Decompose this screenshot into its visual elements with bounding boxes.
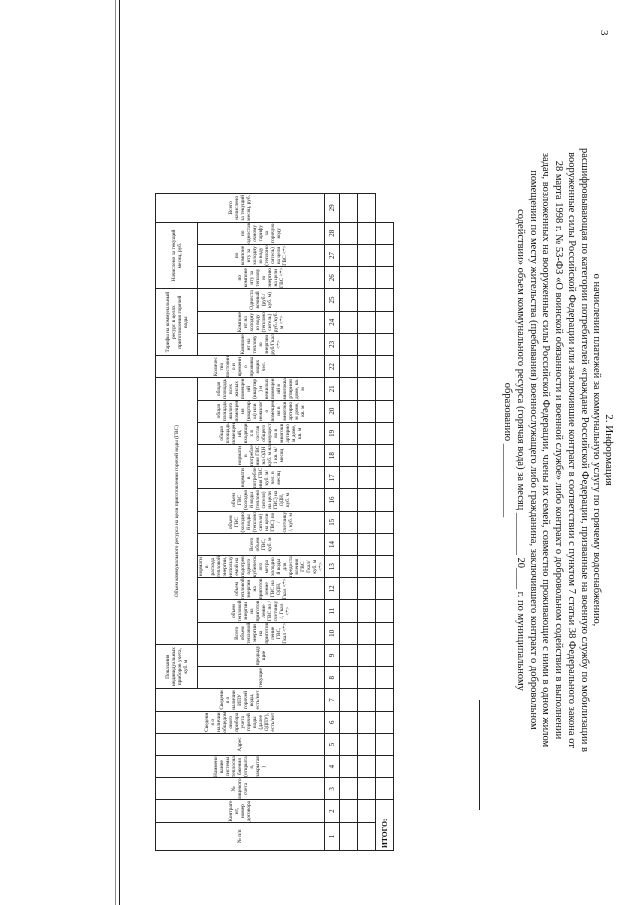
col-header-account: № лицевого счета bbox=[156, 778, 325, 800]
header-line-6: помещении по месту жительства (пребывания) военнослужащего либо гражданина, заключившего контракт о добровольном bbox=[527, 170, 539, 730]
group-header-tariff: Тарифы на коммунальный ресурс в целях приготовления горячей воды bbox=[156, 289, 198, 356]
header-line-2: расшифровывающая по категории потребителей «граждане Российской Федерации, призванные на военную службу по мобилизации в bbox=[578, 147, 590, 753]
column-number: 1 bbox=[325, 822, 340, 850]
column-number: 12 bbox=[325, 578, 340, 600]
col-header-volume-5: Всего объем ГВС, куб. м bbox=[198, 533, 325, 555]
col-header-volume-7: объем ГВС (холодной воды (теплоносителя) на цели ГВС) на ОДН, куб. м bbox=[198, 489, 325, 511]
col-header-ipu-current: текущие bbox=[198, 667, 325, 689]
column-number: 24 bbox=[325, 311, 340, 333]
col-header-contractor: Контрагент, номер договора bbox=[156, 800, 325, 822]
col-header-system: Наименование системы теплоснабжения (открытая, закрытая) bbox=[156, 756, 325, 778]
document-header bbox=[501, 130, 615, 770]
column-number: 11 bbox=[325, 600, 340, 622]
column-number: 16 bbox=[325, 489, 340, 511]
column-number: 5 bbox=[325, 733, 340, 755]
col-header-tariff-water: Компонент на холодную воду (теплоноситель) руб./куб. м <*> bbox=[198, 311, 325, 333]
col-header-volume-3: объем тепловой энергии на приготовление ГВС на ОДН, Гкал <*> bbox=[198, 578, 325, 600]
col-header-ipu-previous: предыдущие bbox=[198, 644, 325, 666]
column-number: 25 bbox=[325, 289, 340, 311]
column-number: 15 bbox=[325, 511, 340, 533]
col-header-tariff-heat: Компонент на тепловую энергию руб/Гкал <*> bbox=[198, 333, 325, 355]
column-number: 9 bbox=[325, 644, 340, 666]
column-number: 6 bbox=[325, 711, 340, 733]
column-number: 20 bbox=[325, 400, 340, 422]
col-header-volume-6: объем ГВС (холодной воды (теплоносителя) на цели ГВС) по /счетчику/, куб. м bbox=[198, 511, 325, 533]
column-number-row bbox=[325, 194, 340, 851]
column-number: 28 bbox=[325, 222, 340, 244]
column-number: 23 bbox=[325, 333, 340, 355]
col-header-volume-8: норматив потребления ГВС куб. м/чел. в месяц bbox=[198, 467, 325, 489]
col-header-odpu: Сведения о наличии общедомового прибора учета горячей воды (далее ОДПУ), есть/нет bbox=[156, 711, 325, 733]
column-number: 10 bbox=[325, 622, 340, 644]
total-row bbox=[376, 194, 394, 851]
col-header-charged-heat: по компоненту за тепловую энергию на цели ГВС <*> bbox=[198, 267, 325, 289]
column-number: 19 bbox=[325, 422, 340, 444]
column-number: 27 bbox=[325, 244, 340, 266]
col-header-volume-11: общая площадь жилого помещения (квартиры) или нежилого помещения в многоквартирном доме, кв. м bbox=[198, 400, 325, 422]
col-header-volume-1: Всего объем тепловой энергии на приготовление ГВС, Гкал <*> bbox=[198, 622, 325, 644]
group-header-charged: Начислено за текущий месяц, руб. bbox=[156, 222, 198, 289]
column-number: 17 bbox=[325, 467, 340, 489]
col-header-volume-2: объем тепловой энергии на приготовление ГВС по /счетчику/, Гкал <*> bbox=[198, 600, 325, 622]
col-header-volume-9: норматив потребления ГВС на ОДН куб. м на 1 кв. м/месяц bbox=[198, 444, 325, 466]
header-line-7: содействии» объем коммунального ресурса (горячая вода) за месяц ________ 20____ г. по муниципальному bbox=[515, 209, 527, 691]
col-header-total-charged: Всего начислено за текущий месяц, руб. bbox=[156, 194, 325, 223]
group-header-ipu-readings: Показания индивидуальных приборов учета, куб. м bbox=[156, 644, 198, 688]
table-row bbox=[340, 194, 358, 851]
column-number: 13 bbox=[325, 556, 340, 578]
col-header-volume-10: общая площадь помещений, входящих в состав общего имущества в многоквартирном доме, кв. м bbox=[198, 422, 325, 444]
column-number: 7 bbox=[325, 689, 340, 711]
col-header-volume-4: норматив расхода тепловой энергии, используемой на подогрев одного кубического метра холодной воды для предоставления ГВС Гкал/куб. м <*> bbox=[198, 556, 324, 578]
col-header-address: Адрес bbox=[156, 733, 325, 755]
table-row bbox=[358, 194, 376, 851]
col-header-volume-12: общая площадь всех жилых помещений (квартир) и нежилых помещений в многоквартирном доме, кв. м bbox=[198, 378, 325, 400]
signature-line bbox=[479, 700, 480, 810]
col-header-num: № п/п bbox=[156, 822, 325, 850]
page-number: 3 bbox=[598, 30, 610, 36]
column-number: 14 bbox=[325, 533, 340, 555]
column-number: 4 bbox=[325, 756, 340, 778]
col-header-tariff-single: Одноставочный (руб./куб. м) bbox=[198, 289, 325, 311]
header-line-1: о начислении платежей за коммунальную услугу по горячему водоснабжению, bbox=[591, 273, 603, 627]
col-header-charged-water: по компоненту за холодную воду (теплоноситель) на цели ГВС <*> bbox=[198, 244, 325, 266]
footer-rule bbox=[119, 0, 120, 905]
footer-rule-2 bbox=[115, 0, 116, 905]
report-table-wrap bbox=[155, 193, 435, 851]
header-line-4: 28 марта 1998 г. № 53-ФЗ «О воинской обязанности и военной службе» либо контракт о добровольном содействии в выполнении bbox=[553, 160, 565, 740]
col-header-charged-single: по одноставочному тарифу за горячую воду bbox=[198, 222, 325, 244]
col-header-ipu: Сведения о наличии ИПУ горячей воды, есть/нет bbox=[156, 689, 325, 711]
document-title: 2. Информация bbox=[603, 414, 615, 486]
header-line-8: образованию ______________ bbox=[502, 382, 514, 518]
column-number: 18 bbox=[325, 444, 340, 466]
column-number: 2 bbox=[325, 800, 340, 822]
column-number: 8 bbox=[325, 667, 340, 689]
column-number: 29 bbox=[325, 194, 340, 223]
col-header-people: Количество постоянно и временно проживающих чел. bbox=[156, 356, 325, 378]
column-number: 26 bbox=[325, 267, 340, 289]
column-number: 22 bbox=[325, 356, 340, 378]
header-line-5: задач, возложенных на вооруженные силы Российской Федерации, члены их семей, совместно проживающие с ними в одном жилом bbox=[540, 152, 552, 748]
column-number: 21 bbox=[325, 378, 340, 400]
report-table bbox=[155, 193, 394, 851]
group-header-volume: Объем коммунального ресурса на цели приготовления горячей воды (ГВС) bbox=[156, 378, 198, 645]
header-line-3: вооруженные силы Российской Федерации или заключившие контракт в соответствии с пунктом 7 статьи 38 Федерального закона от bbox=[565, 152, 577, 748]
total-label: ИТОГО: bbox=[376, 800, 394, 851]
column-number: 3 bbox=[325, 778, 340, 800]
